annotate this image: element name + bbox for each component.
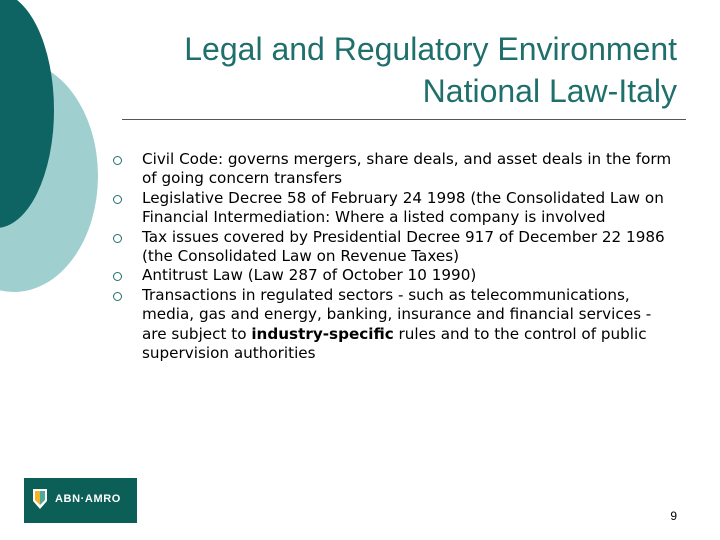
bullet-text: Tax issues covered by Presidential Decree 917 of December 22 1986 (the Consolidated Law on Revenue Taxes)	[142, 227, 665, 266]
bullet-item	[110, 150, 680, 189]
bullet-text: Legislative Decree 58 of February 24 1998 (the Consolidated Law on Financial Intermediation: Where a listed company is involved	[142, 188, 664, 227]
page-number: 9	[670, 509, 677, 523]
bullet-text-start: Transactions in regulated sectors - such as telecommunications, media, gas and energy, banking, insurance and financial services - are subject to	[142, 285, 652, 343]
slide-title-line1: Legal and Regulatory Environment	[184, 31, 677, 67]
slide-title	[97, 28, 677, 112]
bullet-item	[110, 228, 680, 267]
abn-amro-logo	[24, 478, 137, 523]
bullet-item	[110, 189, 680, 228]
slide-title-line2: National Law-Italy	[422, 73, 677, 109]
bullet-text: Civil Code: governs mergers, share deals, and asset deals in the form of going concern transfers	[142, 150, 672, 188]
bullet-text: Antitrust Law (Law 287 of October 10 1990)	[142, 266, 477, 285]
bullet-text-end: rules and to the control of public supervision authorities	[142, 324, 647, 363]
bullet-circle-icon	[113, 195, 122, 204]
bullet-circle-icon	[113, 292, 122, 301]
bullet-item	[110, 286, 680, 364]
bullet-circle-icon	[113, 272, 122, 281]
logo-text: ABN·AMRO	[55, 493, 121, 505]
shield-icon	[33, 489, 47, 509]
bullet-item	[110, 266, 680, 285]
bullet-text-bold: industry-specific	[251, 324, 394, 343]
bullet-circle-icon	[113, 156, 122, 165]
bullet-circle-icon	[113, 234, 122, 243]
bullet-list	[110, 150, 680, 363]
title-divider	[122, 119, 686, 120]
